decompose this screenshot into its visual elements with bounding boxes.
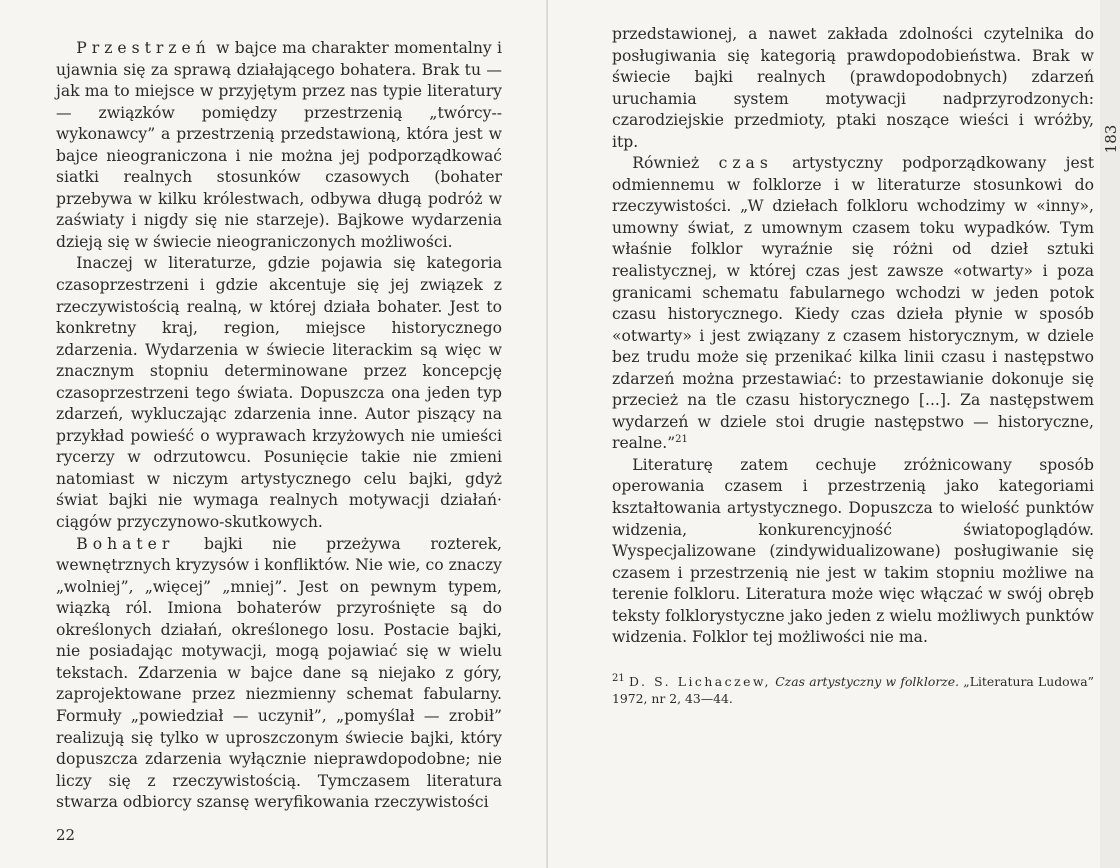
left-paragraph-2	[56, 253, 502, 533]
footnote-reference: 21	[675, 434, 688, 446]
spaced-lead-word: Bohater	[76, 534, 175, 553]
paragraph-lead: Również	[632, 154, 719, 173]
left-paragraph-1	[56, 38, 502, 253]
paragraph-text: Inaczej w literaturze, gdzie pojawia się kategoria czasoprzestrzeni i gdzie akcentuje się jej związek z rzeczywistością realną, w której działa bohater. Jest to konkretny kraj, region, miejsce historycznego zdarzenia. Wydarzenia w świecie literackim są więc w znacznym stopniu determinowane przez koncepcję czasoprzestrzeni tego świata. Dopuszcza ona jeden typ zdarzeń, wykluczając zdarzenia inne. Autor piszący na przykład powieść o wyprawach krzyżowych nie umieści rycerzy w odrzutowcu. Posunięcie takie nie zmieni natomiast w niczym artystycznego celu bajki, gdyż świat bajki nie wymaga realnych motywacji działań· ciągów przyczynowo-skutkowych.	[56, 254, 502, 532]
left-paragraph-3	[56, 534, 502, 814]
footnote	[612, 663, 1094, 707]
footnote-author: D. S. Lichaczew,	[628, 673, 771, 689]
paragraph-text: Literaturę zatem cechuje zróżnicowany sposób operowania czasem i przestrzenią jako kategoriami kształtowania artystycznego. Dopuszcza to wielość punktów widzenia, konkurencyjność światopoglądów. Wyspecjalizowane (zindywidualizowane) posługiwanie się czasem i przestrzenią nie jest w takim stopniu możliwe na terenie folkloru. Literatura może więc włączać w swój obręb teksty folklorystyczne jako jeden z wielu możliwych punktów widzenia. Folklor tej możliwości nie ma.	[612, 455, 1094, 647]
footnote-source: „Literatura Ludowa” 1972, nr 2, 43—44.	[612, 673, 1094, 706]
left-page-text	[56, 38, 502, 814]
right-paragraph-1	[612, 24, 1094, 153]
paragraph-text: w bajce ma charakter momentalny i ujawnia się za sprawą działającego bohatera. Brak tu — jak ma to miejsce w przyjętym przez nas typie literatury — związków pomiędzy przestrzenią „twórcy--wykonawcy” a przestrzenią przedstawioną, która jest w bajce nieograniczona i nie można jej podporządkować siatki realnych stosunków czasowych (bohater przebywa w kilku królestwach, odbywa długą podróż w zaświaty i nigdy się nie starzeje). Bajkowe wydarzenia dzieją się w świecie nieograniczonych możliwości.	[56, 39, 502, 251]
right-page	[548, 0, 1120, 868]
page-number-right: 183	[1102, 124, 1120, 154]
right-page-text	[612, 24, 1094, 649]
right-paragraph-2	[612, 153, 1094, 455]
paragraph-text: przedstawionej, a nawet zakłada zdolności czytelnika do posługiwania się kategorią prawdopodobieństwa. Brak w świecie bajki realnych (prawdopodobnych) zdarzeń uruchamia system motywacji nadprzyrodzonych: czarodziejskie przedmioty, ptaki noszące wieści i wróżby, itp.	[612, 25, 1094, 151]
right-paragraph-3	[612, 455, 1094, 649]
paragraph-text: artystyczny podporządkowany jest odmiennemu w folklorze i w literaturze stosunkowi do rzeczywistości. „W dziełach folkloru wchodzimy w «inny», umowny świat, z umownym czasem toku wypadków. Tym właśnie folklor wyraźnie się różni od dzieł sztuki realistycznej, w której czas jest zawsze «otwarty» i poza granicami schematu fabularnego wchodzi w jeden potok czasu historycznego. Kiedy czas dzieła płynie w sposób «otwarty» i jest związany z czasem historycznym, w dziele bez trudu może się przenikać kilka linii czasu i następstwo zdarzeń można przestawiać: to przestawianie dokonuje się przecież na tle czasu historycznego [...]. Za następstwem wydarzeń w dziele stoi drugie następstwo — historyczne, realne.”	[612, 154, 1094, 453]
spaced-lead-word: czas	[718, 154, 773, 173]
paragraph-text: bajki nie przeżywa rozterek, wewnętrznych kryzysów i konfliktów. Nie wie, co znaczy „wolniej”, „więcej” „mniej”. Jest on pewnym typem, wiązką ról. Imiona bohaterów przyrośnięte są do określonych działań, określonego losu. Postacie bajki, nie posiadając motywacji, mogą pojawiać się w wielu tekstach. Zdarzenia w bajce dane są niejako z góry, zaprojektowane przez niezmienny schemat fabularny. Formuły „powiedział — uczynił”, „pomyślał — zrobił” realizują się tylko w uproszczonym świecie bajki, który dopuszcza zdarzenia wyłącznie nieprawdopodobne; nie liczy się z rzeczywistością. Tymczasem literatura stwarza odbiorcy szansę weryfikowania rzeczywistości	[56, 534, 502, 812]
footnote-mark: 21	[612, 672, 625, 684]
footnote-title: Czas artystyczny w folklorze.	[775, 673, 960, 689]
page-number-left: 22	[56, 826, 76, 844]
left-page	[0, 0, 548, 868]
spaced-lead-word: Przestrzeń	[76, 39, 211, 57]
